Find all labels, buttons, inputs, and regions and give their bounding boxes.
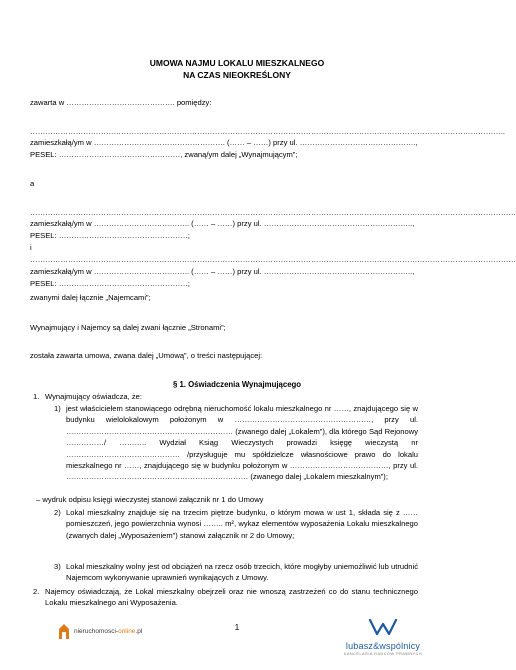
party2-pesel-line: PESEL: ……………………………………………;: [30, 231, 190, 240]
firm-tagline: KANCELARIA RADCÓW PRAWNYCH: [343, 652, 423, 656]
document-title: UMOWA NAJMU LOKALU MIESZKALNEGO: [149, 58, 325, 68]
section1-item-2: [33, 586, 418, 609]
footer-site-logo: [58, 622, 142, 640]
party3-name-line: …………………………………………………………………………………………………………………………………………………………………………: [30, 255, 516, 264]
section1-subitem-1: [54, 403, 418, 483]
party2-address-line: zamieszkałą/ym w ……………………………….. (…… – ……) przy ul. …………………………………………………..,: [30, 219, 415, 228]
najemcy-line: zwanymi dalej łącznie „Najemcami”;: [30, 293, 151, 302]
subitem-text: jest właścicielem stanowiącego odrębną nieruchomość lokalu mieszkalnego nr ……, znajdującego się w budynku wielolokalowym położonym w ………………………………………………, przy ul. ………………………………………………………… (zwanego dalej „Lokalem”), dla którego Sąd Rejonowy ……………/ ……….. Wydział Ksiąg Wieczystych prowadzi księgę wieczystą nr ……………………………………… /przysługuje mu spółdzielcze własnościowe prawo do lokalu mieszkalnego nr ……, znajdującego się w budynku położonym w …………………………………, przy ul. ……………………………………………………………… (zwanego dalej „Lokalem mieszkalnym”);: [66, 404, 418, 482]
conjunction-i: i: [30, 243, 32, 252]
subitem-text: Lokal mieszkalny znajduje się na trzecim piętrze budynku, o którym mowa w ust 1, składa się z …… pomieszczeń, jego powierzchnia wynosi …….. m², wykaz elementów wyposażenia Lokalu mieszkalnego (zwanych dalej „Wyposażeniem”) stanowi załącznik nr 2 do Umowy;: [66, 508, 418, 540]
place-line: zawarta w ……………………………………. pomiędzy:: [30, 98, 212, 107]
section-1-heading: § 1. Oświadczenia Wynajmującego: [172, 380, 302, 389]
strony-line: Wynajmujący i Najemcy są dalej zwani łącznie „Stronami”;: [30, 323, 226, 332]
section1-subitem-3: [54, 561, 419, 584]
party1-address-line: zamieszkałą/ym w ……………………………………………. (…… – ……) przy ul. ……………………………………….,: [30, 138, 418, 147]
subitem-number: 1): [54, 404, 61, 413]
conjunction-a: a: [30, 179, 35, 188]
attachment-note: – wydruk odpisu księgi wieczystej stanowi załącznik nr 1 do Umowy: [36, 495, 264, 504]
law-firm-logo: [338, 618, 428, 656]
party1-name-line: ……………………………………………………………………………………………………………………………………………………………………..: [30, 127, 506, 136]
site-name: nieruchomosci-online.pl: [74, 627, 143, 635]
item-text: Wynajmujący oświadcza, że:: [45, 392, 142, 401]
party1-pesel-line: PESEL: …………………………………………, zwaną/ym dalej „Wynajmującym”;: [30, 150, 298, 159]
section1-item-1: [33, 391, 418, 402]
section1-subitem-2: [54, 507, 418, 541]
zostala-line: została zawarta umowa, zwana dalej „Umową”, o treści następującej:: [30, 351, 263, 360]
party3-pesel-line: PESEL: ……………………………………………;: [30, 279, 190, 288]
house-logo-icon: [58, 622, 70, 640]
item-number: 1.: [33, 392, 40, 401]
subitem-text: Lokal mieszkalny wolny jest od obciążeń na rzecz osób trzecich, które mogłyby uniemożliwić lub utrudnić Najemcom wykonywanie uprawnień wynikających z Umowy.: [66, 562, 419, 583]
party3-address-line: zamieszkałą/ym w ……………………………….. (…… – ……) przy ul. …………………………………………………..,: [30, 267, 415, 276]
firm-name: lubasz&wspólnicy: [345, 641, 421, 651]
firm-mark-icon: [369, 618, 397, 636]
page-number: 1: [234, 623, 240, 632]
document-subtitle: NA CZAS NIEOKREŚLONY: [183, 70, 291, 80]
party2-name-line: …………………………………………………………………………………………………………………………………………………………………………: [30, 208, 516, 217]
subitem-number: 2): [54, 508, 61, 517]
subitem-number: 3): [54, 562, 61, 571]
item-text: Najemcy oświadczają, że Lokal mieszkalny obejrzeli oraz nie wnoszą zastrzeżeń co do stanu technicznego Lokalu mieszkalnego ani Wyposażenia.: [45, 587, 418, 608]
item-number: 2.: [33, 587, 40, 596]
